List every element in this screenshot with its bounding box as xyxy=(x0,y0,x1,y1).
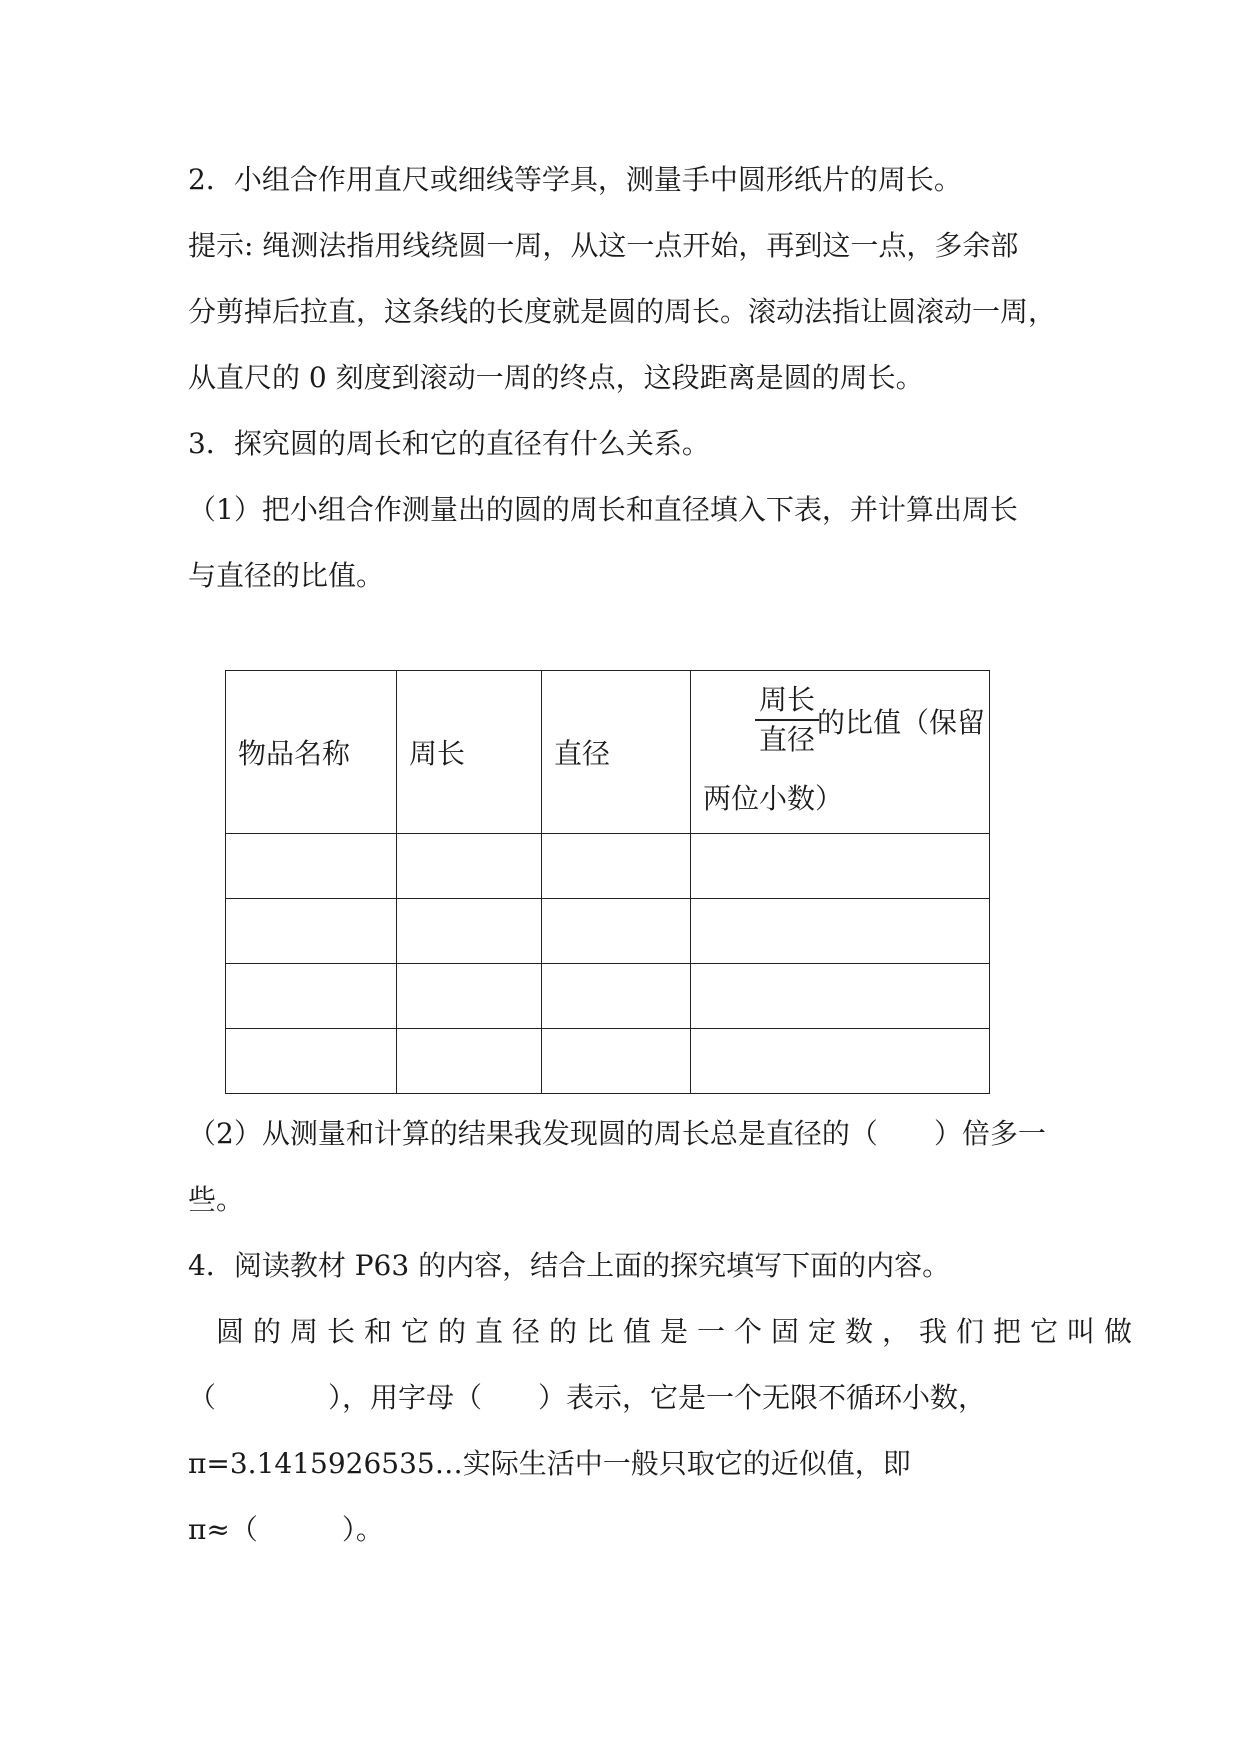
q4-line-3: π=3.1415926535…实际生活中一般只取它的近似值，即 xyxy=(188,1447,911,1480)
table-cell[interactable] xyxy=(226,899,397,964)
header-ratio xyxy=(691,671,990,834)
q2-hint-line-1: 提示: 绳测法指用线绕圆一周，从这一点开始，再到这一点，多余部 xyxy=(188,229,1019,262)
ratio-fraction xyxy=(755,681,819,759)
ratio-numerator: 周长 xyxy=(755,681,819,721)
table-cell[interactable] xyxy=(691,899,990,964)
header-diameter: 直径 xyxy=(542,671,691,834)
table-cell[interactable] xyxy=(691,1029,990,1094)
table-cell[interactable] xyxy=(397,1029,542,1094)
ratio-denominator: 直径 xyxy=(759,723,816,756)
q3-sub1-line-1: （1）把小组合作测量出的圆的周长和直径填入下表，并计算出周长 xyxy=(188,493,1018,526)
table-row xyxy=(226,899,990,964)
q3-sub2-line-1: （2）从测量和计算的结果我发现圆的周长总是直径的（ ）倍多一 xyxy=(188,1117,1046,1150)
table-cell[interactable] xyxy=(226,964,397,1029)
table-header-row xyxy=(226,671,990,834)
table-row xyxy=(226,964,990,1029)
table-cell[interactable] xyxy=(397,834,542,899)
table-row xyxy=(226,1029,990,1094)
header-item-name: 物品名称 xyxy=(226,671,397,834)
measurement-table xyxy=(225,670,990,1094)
table-row xyxy=(226,834,990,899)
header-circumference: 周长 xyxy=(397,671,542,834)
q2-hint-line-2: 分剪掉后拉直，这条线的长度就是圆的周长。滚动法指让圆滚动一周， xyxy=(188,295,1057,328)
q2-hint-line-3: 从直尺的 0 刻度到滚动一周的终点，这段距离是圆的周长。 xyxy=(188,361,924,394)
table-cell[interactable] xyxy=(542,899,691,964)
table-cell[interactable] xyxy=(691,834,990,899)
ratio-suffix: 的比值（保留 xyxy=(817,706,986,739)
q3-sub1-line-2: 与直径的比值。 xyxy=(188,559,385,592)
table-cell[interactable] xyxy=(226,834,397,899)
table-cell[interactable] xyxy=(691,964,990,1029)
ratio-line2: 两位小数） xyxy=(703,782,844,815)
table-cell[interactable] xyxy=(542,834,691,899)
table-cell[interactable] xyxy=(542,964,691,1029)
table-cell[interactable] xyxy=(226,1029,397,1094)
table-cell[interactable] xyxy=(397,899,542,964)
q3-title: 3．探究圆的周长和它的直径有什么关系。 xyxy=(188,427,710,460)
q4-line-4: π≈（ ）。 xyxy=(188,1513,384,1546)
q4-line-2: （ ），用字母（ ）表示，它是一个无限不循环小数， xyxy=(188,1381,987,1414)
table-cell[interactable] xyxy=(542,1029,691,1094)
q4-line-1: 圆的周长和它的直径的比值是一个固定数，我们把它叫做 xyxy=(216,1315,1142,1348)
q3-sub2-line-2: 些。 xyxy=(188,1183,245,1216)
q4-title: 4．阅读教材 P63 的内容，结合上面的探究填写下面的内容。 xyxy=(188,1249,951,1282)
table-cell[interactable] xyxy=(397,964,542,1029)
q2-title: 2．小组合作用直尺或细线等学具，测量手中圆形纸片的周长。 xyxy=(188,163,962,196)
